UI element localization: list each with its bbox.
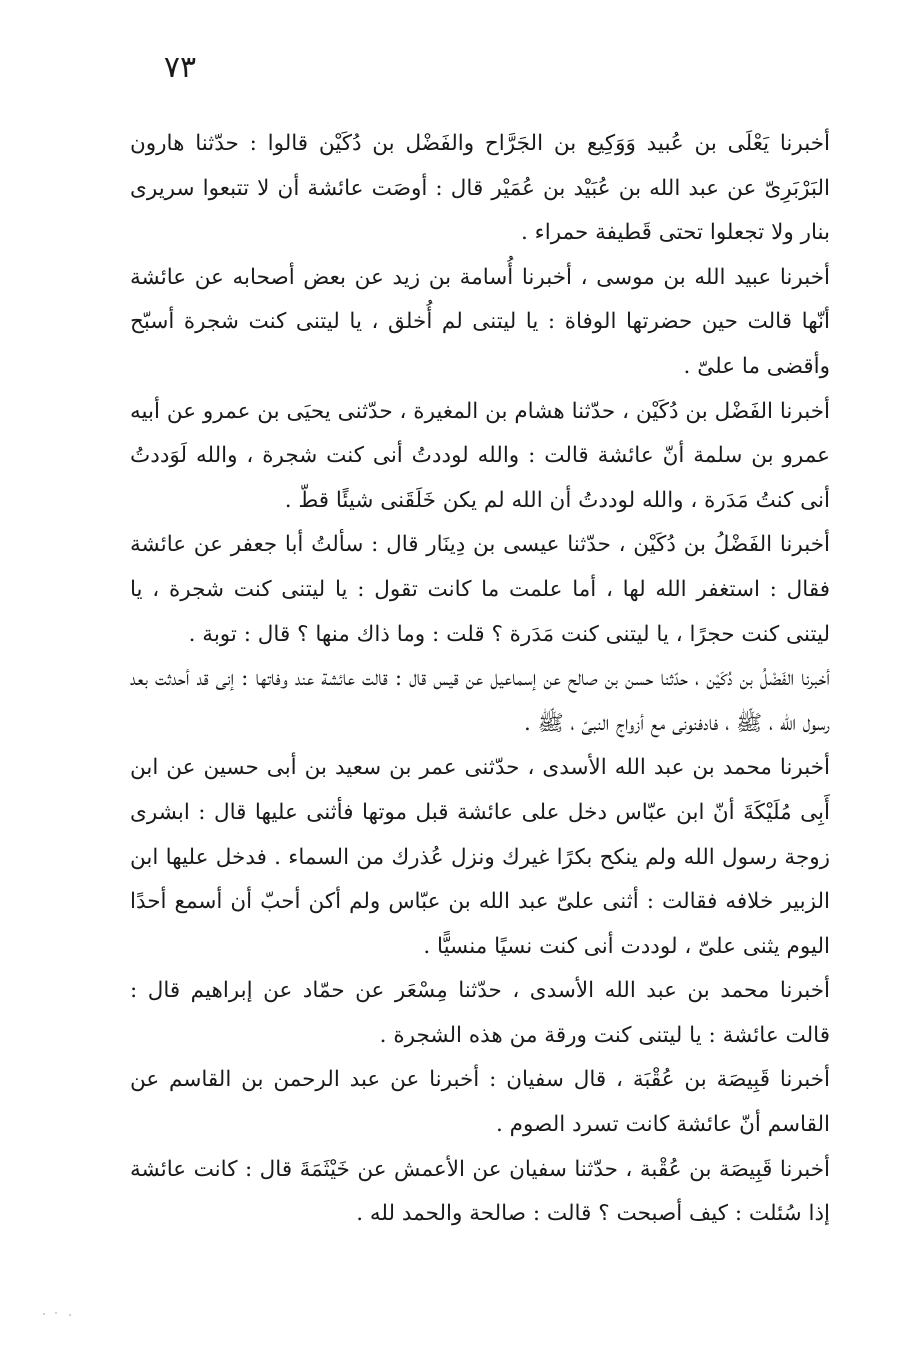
paragraph: أخبرنا قَبِيصَة بن عُقْبَة ، قال سفيان : أخبرنا عن عبد الرحمن بن القاسم عن القاسم أنّ عائشة كانت تسرد الصوم . — [130, 1067, 830, 1138]
paragraph: أخبرنا محمد بن عبد الله الأسدى ، حدّثنى عمر بن سعيد بن أبى حسين عن ابن أَبِى مُلَيْكَةَ أنّ ابن عبّاس دخل على عائشة قبل موتها فأثنى عليها قال : ابشرى زوجة رسول الله ولم ينكح بكرًا غيرك ونزل عُذرك من السماء . فدخل عليها ابن الزبير خلافه فقالت : أثنى علىّ عبد الله بن عبّاس ولم أكن أحبّ أن أسمع أحدًا اليوم يثنى علىّ ، لوددت أنى كنت نسيًا منسيًّا . — [130, 755, 830, 959]
scan-speckle — [40, 1309, 80, 1319]
speckle-dots-graphic — [40, 1309, 80, 1319]
paragraph: أخبرنا يَعْلَى بن عُبيد وَوَكِيع بن الجَرَّاح والفَضْل بن دُكَيْن قالوا : حدّثنا هارون البَرْبَرِىّ عن عبد الله بن عُبَيْد بن عُمَيْر قال : أوصَت عائشة أن لا تتبعوا سريرى بنار ولا تجعلوا تحتى قَطيفة حمراء . — [130, 131, 830, 246]
paragraph: أخبرنا قَبِيصَة بن عُقْبة ، حدّثنا سفيان عن الأعمش عن خَيْثَمَةَ قال : كانت عائشة إذا سُئلت : كيف أصبحت ؟ قالت : صالحة والحمد لله . — [130, 1156, 830, 1227]
page-number: ٧٣ — [163, 50, 197, 85]
paragraph: أخبرنا الفَضْلُ بن دُكَيْن ، حدّثنا حسن بن صالح عن إسماعيل عن قيس قال : قالت عائشة عند وفاتها : إنى قد أحدثت بعد رسول الله ، ﷺ ، فادفنونى مع أزواج النبىّ ، ﷺ . — [130, 666, 830, 736]
paragraph: أخبرنا عبيد الله بن موسى ، أخبرنا أُسامة بن زيد عن بعض أصحابه عن عائشة أنّها قالت حين حضرتها الوفاة : يا ليتنى لم أُخلق ، يا ليتنى كنت شجرة أسبّح وأقضى ما علىّ . — [130, 264, 830, 379]
paragraph: أخبرنا محمد بن عبد الله الأسدى ، حدّثنا مِسْعَر عن حمّاد عن إبراهيم قال : قالت عائشة : يا ليتنى كنت ورقة من هذه الشجرة . — [130, 978, 830, 1048]
paragraph: أخبرنا الفَضْل بن دُكَيْن ، حدّثنا هشام بن المغيرة ، حدّثنى يحيَى بن عمرو عن أبيه عمرو بن سلمة أنّ عائشة قالت : والله لوددتُ أنى كنت شجرة ، والله لَوَددتُ أنى كنتُ مَدَرة ، والله لوددتُ أن الله لم يكن خَلَقَنى شيئًا قطّ . — [130, 398, 830, 513]
paragraph: أخبرنا الفَضْلُ بن دُكَيْن ، حدّثنا عيسى بن دِينَار قال : سألتُ أبا جعفر عن عائشة فقال : استغفر الله لها ، أما علمت ما كانت تقول : يا ليتنى كنت شجرة ، يا ليتنى كنت حجرًا ، يا ليتنى كنت مَدَرة ؟ قلت : وما ذاك منها ؟ قال : توبة . — [130, 532, 830, 647]
page-body-text — [130, 122, 830, 1237]
